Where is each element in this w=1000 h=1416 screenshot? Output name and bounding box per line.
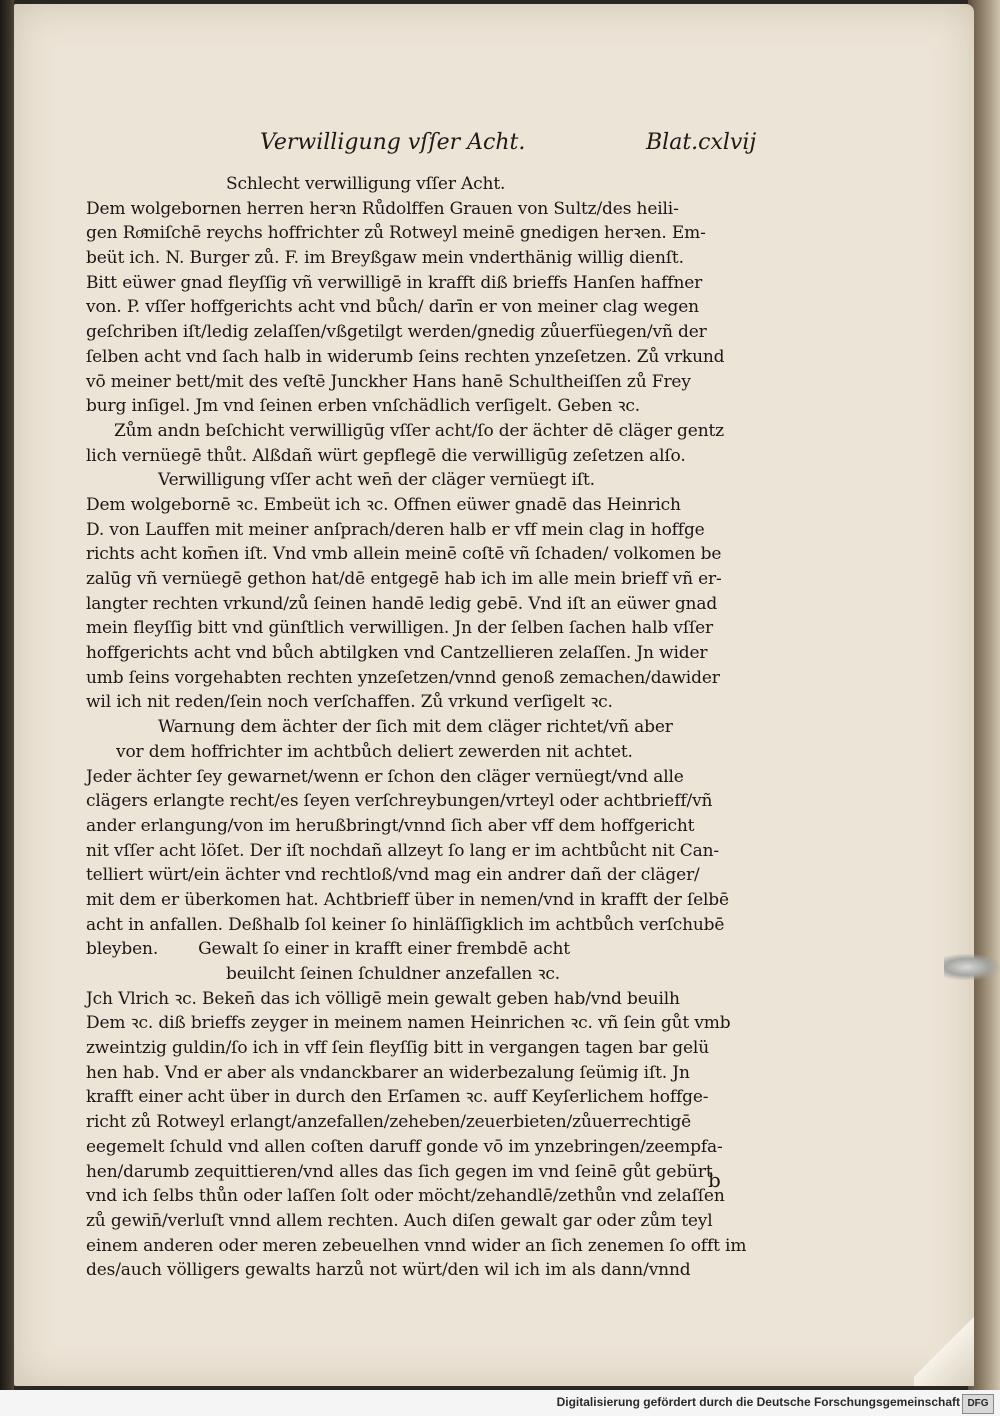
text-line: eegemelt ſchuld vnd allen coſten daruff gonde vō im ynzebringen/zeempfa‑ [86, 1136, 723, 1157]
section-heading: vor dem hoffrichter im achtbůch deliert zewerden nit achtet. [116, 741, 633, 762]
text-line: vō meiner bett/mit des veſtē Junckher Hans hanē Schultheiſſen zů Frey [86, 371, 691, 392]
section-heading: beuilcht ſeinen ſchuldner anzefallen ꝛc. [226, 964, 560, 984]
pencil-tip-marker [944, 954, 1000, 980]
text-line: lich vernüegē thůt. Alßdañ würt gepflegē die verwilligūg zeſetzen alſo. [86, 445, 686, 466]
text-line: wil ich nit reden/ſein noch verſchaffen. Zů vrkund verſigelt ꝛc. [86, 692, 613, 713]
text-line: krafft einer acht über in durch den Erſamen ꝛc. auff Keyſerlichem hoffge‑ [86, 1087, 709, 1108]
running-head-title: Verwilligung vſſer Acht. [260, 130, 526, 155]
text-line: beüt ich. N. Burger zů. F. im Breyßgaw mein vnderthänig willig dienſt. [86, 248, 684, 269]
digitization-footer [0, 1390, 1000, 1416]
text-line: von. P. vſſer hoffgerichts acht vnd bůch/ darīn er von meiner clag wegen [86, 297, 699, 318]
section-heading: Gewalt ſo einer in krafft einer frembdē acht [198, 939, 570, 960]
text-line: hen/darumb zequittieren/vnd alles das ſich gegen im vnd ſeinē gůt gebürt [86, 1161, 713, 1182]
text-line: Dem ꝛc. diß brieffs zeyger in meinem namen Heinrichen ꝛc. vñ ſein gůt vmb [86, 1013, 731, 1034]
text-line: ſelben acht vnd ſach halb in widerumb ſeins rechten ynzeſetzen. Zů vrkund [86, 346, 725, 367]
text-line: mein fleyſſig bitt vnd günſtlich verwilligen. Jn der ſelben ſachen halb vſſer [86, 618, 714, 639]
text-line: ander erlangung/von im herußbringt/vnnd ſich aber vff dem hoffgericht [86, 815, 695, 836]
text-line: umb ſeins vorgehabten rechten ynzeſetzen/vnnd genoß zemachen/dawider [86, 667, 720, 688]
text-line: richts acht kom̄en iſt. Vnd vmb allein meinē coſtē vñ ſchaden/ volkomen be [86, 544, 722, 565]
book-page [14, 4, 974, 1386]
text-line: geſchriben iſt/ledig zelaſſen/vßgetilgt werden/gnedig zůuerfüegen/vñ der [86, 322, 707, 343]
text-line: Jeder ächter ſey gewarnet/wenn er ſchon den cläger vernüegt/vnd alle [86, 766, 684, 787]
text-line: des/auch völligers gewalts harzů not würt/den wil ich im als dann/vnnd [86, 1260, 691, 1281]
text-line: gen Roͤmiſchē reychs hoffrichter zů Rotweyl meinē gnedigen herꝛen. Em‑ [86, 223, 706, 244]
text-line: hen hab. Vnd er aber als vndanckbarer an widerbezalung ſeümig iſt. Jn [86, 1062, 690, 1083]
text-line: telliert würt/ein ächter vnd rechtloß/vnd mag ein andrer dañ der cläger/ [86, 865, 700, 886]
text-line: Bitt eüwer gnad fleyſſig vñ verwilligē in krafft diß brieffs Hanſen haffner [86, 272, 703, 293]
folio-number: Blat.cxlvij [646, 130, 757, 155]
book-binding-edge [0, 0, 14, 1416]
text-line: D. von Lauffen mit meiner anſprach/deren halb er vff mein clag in hoffge [86, 519, 705, 540]
funding-notice: Digitalisierung gefördert durch die Deutsche Forschungsgemeinschaft [556, 1395, 960, 1409]
text-line: clägers erlangte recht/es ſeyen verſchreybungen/vrteyl oder achtbrieff/vñ [86, 791, 713, 812]
text-line: Jch Vlrich ꝛc. Beken̄ das ich völligē mein gewalt geben hab/vnd beuilh [86, 988, 680, 1009]
text-fragment: bleyben. [86, 939, 159, 960]
section-heading: Warnung dem ächter der ſich mit dem cläger richtet/vñ aber [158, 717, 673, 738]
text-line: zů gewin̄/verluſt vnnd allem rechten. Auch diſen gewalt gar oder zům teyl [86, 1210, 713, 1231]
running-head [14, 130, 974, 170]
text-line: einem anderen oder meren zebeuelhen vnnd wider an ſich zenemen ſo offt im [86, 1235, 747, 1256]
text-line: vnd ich ſelbs thůn oder laſſen ſolt oder möcht/zehandlē/zethůn vnd zelaſſen [86, 1186, 725, 1207]
text-line: zalūg vñ vernüegē gethon hat/dē entgegē hab ich im alle mein brieff vñ er‑ [86, 569, 722, 589]
text-line: richt zů Rotweyl erlangt/anzefallen/zeheben/zeuerbieten/zůuerrechtigē [86, 1112, 692, 1133]
text-line: burg inſigel. Jm vnd ſeinen erben vnſchädlich verſigelt. Geben ꝛc. [86, 396, 640, 417]
text-line: langter rechten vrkund/zů ſeinen handē ledig gebē. Vnd iſt an eüwer gnad [86, 593, 718, 614]
text-line: Dem wolgebornen herren herꝛn Růdolffen Grauen von Sultz/des heili‑ [86, 198, 679, 219]
folded-corner [914, 1306, 974, 1386]
signature-mark: b [708, 1168, 721, 1192]
body-text [86, 172, 786, 1283]
section-heading: Verwilligung vſſer acht wen̄ der cläger vernüegt iſt. [158, 470, 595, 491]
text-line: zweintzig guldin/ſo ich in vff ſein fleyſſig bitt in vergangen tagen bar gelü [86, 1038, 710, 1059]
text-line: Zům andn beſchicht verwilligūg vſſer acht/ſo der ächter dē cläger gentz [114, 420, 724, 441]
text-line: Dem wolgebornē ꝛc. Embeüt ich ꝛc. Offnen eüwer gnadē das Heinrich [86, 494, 681, 515]
text-line: nit vſſer acht löſet. Der iſt nochdañ allzeyt ſo lang er im achtbůcht nit Can‑ [86, 840, 719, 861]
section-heading: Schlecht verwilligung vſſer Acht. [226, 174, 506, 194]
text-line: hoffgerichts acht vnd bůch abtilgken vnd Cantzellieren zelaſſen. Jn wider [86, 643, 708, 664]
dfg-logo: DFG [962, 1394, 994, 1414]
text-line [86, 937, 786, 962]
text-line: mit dem er überkomen hat. Achtbrieff über in nemen/vnd in krafft der ſelbē [86, 889, 729, 910]
text-line: acht in anfallen. Deßhalb ſol keiner ſo hinläſſigklich im achtbůch verſchubē [86, 914, 725, 935]
